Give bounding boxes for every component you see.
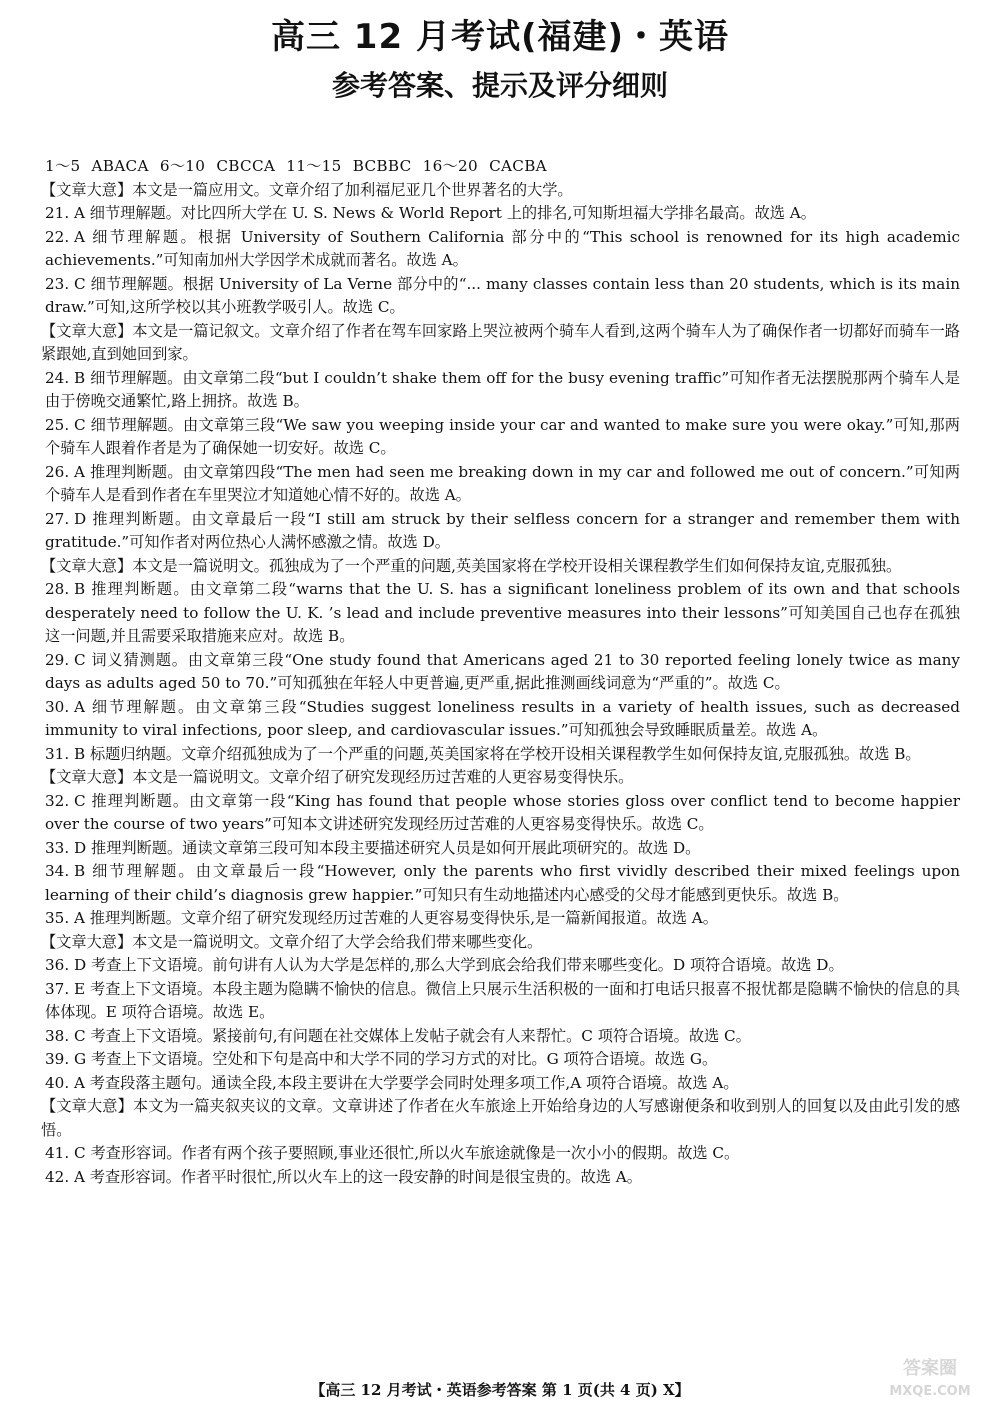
answer-explanation (45, 696, 960, 743)
explanation-text: 细节理解题。由文章最后一段“However, only the parents who first vividly described their mixed feelings upon learning of their child’s diagnosis grew happier.”可知只有生动地描述内心感受的父母才能感到更快乐。故选 B。 (45, 862, 961, 904)
question-number: 30. A (45, 697, 85, 716)
answer-explanation (45, 978, 960, 1025)
page-title: 高三 12 月考试(福建)・英语 (270, 17, 730, 57)
explanation-text: 推理判断题。由文章第二段“warns that the U. S. has a significant loneliness problem of its own and that schools desperately need to follow the U. K. ’s lead and include preventive measures into their lessons”可知美国自己也存在孤独这一问题,并且需要采取措施来应对。故选 B。 (45, 580, 961, 645)
answer-explanation (45, 837, 960, 861)
answer-explanation (45, 1025, 960, 1049)
explanation-text: 推理判断题。通读文章第三段可知本段主要描述研究人员是如何开展此项研究的。故选 D。 (91, 838, 701, 857)
question-number: 28. B (45, 580, 86, 598)
question-number: 21. A (45, 204, 85, 222)
question-number: 31. B (45, 744, 86, 763)
explanation-text: 推理判断题。由文章第一段“King has found that people whose stories gloss over conflict tend to become happier over the course of two years”可知本文讲述研究发现经历过苦难的人更容易变得快乐。故选 C。 (45, 791, 960, 833)
answer-explanation (45, 273, 960, 320)
question-number: 42. A (45, 1167, 85, 1186)
answer-explanation (45, 508, 960, 555)
answer-explanation (45, 1048, 960, 1072)
explanation-text: 细节理解题。对比四所大学在 U. S. News & World Report 上的排名,可知斯坦福大学排名最高。故选 A。 (89, 204, 816, 222)
question-number: 38. C (45, 1026, 86, 1045)
answer-explanation (45, 367, 960, 414)
explanation-text: 标题归纳题。文章介绍孤独成为了一个严重的问题,英美国家将在学校开设相关课程教学生如何保持友谊,克服孤独。故选 B。 (89, 744, 921, 763)
question-number: 25. C (45, 415, 86, 434)
explanation-text: 细节理解题。由文章第三段“We saw you weeping inside your car and wanted to make sure you were okay.”可知,那两个骑车人跟着作者是为了确保她一切安好。故选 C。 (45, 415, 960, 457)
explanation-text: 考查上下文语境。前句讲有人认为大学是怎样的,那么大学到底会给我们带来哪些变化。D 项符合语境。故选 D。 (91, 956, 844, 974)
explanation-text: 考查段落主题句。通读全段,本段主要讲在大学要学会同时处理多项工作,A 项符合语境。故选 A。 (89, 1073, 739, 1092)
question-number: 32. C (45, 791, 86, 810)
question-number: 22. A (45, 227, 85, 246)
question-number: 24. B (45, 368, 86, 387)
article-summary: 【文章大意】本文是一篇应用文。文章介绍了加利福尼亚几个世界著名的大学。 (41, 180, 573, 199)
question-number: 33. D (45, 838, 87, 857)
article-summary: 【文章大意】本文是一篇说明文。文章介绍了研究发现经历过苦难的人更容易变得快乐。 (41, 768, 634, 786)
answer-explanation (45, 743, 960, 767)
question-number: 29. C (45, 650, 86, 669)
question-number: 39. G (45, 1050, 87, 1068)
answer-explanation (45, 1142, 960, 1166)
watermark-text: 答案圈 (903, 1358, 957, 1379)
article-summary: 【文章大意】本文为一篇夹叙夹议的文章。文章讲述了作者在火车旅途上开始给身边的人写感谢便条和收到别人的回复以及由此引发的感悟。 (41, 1097, 960, 1139)
explanation-text: 考查上下文语境。紧接前句,有问题在社交媒体上发帖子就会有人来帮忙。C 项符合语境。故选 C。 (90, 1026, 751, 1045)
explanation-text: 考查形容词。作者平时很忙,所以火车上的这一段安静的时间是很宝贵的。故选 A。 (89, 1167, 642, 1186)
answer-explanation (45, 414, 960, 461)
explanation-text: 推理判断题。文章介绍了研究发现经历过苦难的人更容易变得快乐,是一篇新闻报道。故选 A。 (89, 909, 718, 927)
article-summary: 【文章大意】本文是一篇说明文。文章介绍了大学会给我们带来哪些变化。 (41, 932, 543, 951)
answer-explanation (45, 1166, 960, 1190)
question-number: 35. A (45, 909, 85, 927)
article-summary: 【文章大意】本文是一篇记叙文。文章介绍了作者在驾车回家路上哭泣被两个骑车人看到,这两个骑车人为了确保作者一切都好而骑车一路紧跟她,直到她回到家。 (41, 321, 960, 363)
question-number: 27. D (45, 509, 87, 528)
explanation-text: 细节理解题。根据 University of La Verne 部分中的“... many classes contain less than 20 students, which is its main draw.”可知,这所学校以其小班教学吸引人。故选 C。 (45, 274, 960, 316)
answer-explanation (45, 226, 960, 273)
explanation-text: 词义猜测题。由文章第三段“One study found that Americans aged 21 to 30 reported feeling lonely twice as many days as adults aged 50 to 70.”可知孤独在年轻人中更普遍,更严重,据此推测画线词意为“严重的”。故选 C。 (45, 650, 960, 692)
answer-explanation (45, 578, 960, 649)
explanation-text: 考查上下文语境。空处和下句是高中和大学不同的学习方式的对比。G 项符合语境。故选 G。 (90, 1050, 718, 1068)
answer-explanation (45, 461, 960, 508)
watermark-url: MXQE.COM (889, 1384, 971, 1399)
page-subtitle: 参考答案、提示及评分细则 (331, 69, 668, 102)
question-number: 40. A (45, 1073, 85, 1092)
multiple-choice-answers: 1～5 ABACA 6～10 CBCCA 11～15 BCBBC 16～20 CACBA (45, 157, 547, 175)
watermark-logo (870, 1355, 990, 1415)
question-number: 34. B (45, 862, 86, 880)
explanation-text: 推理判断题。由文章最后一段“I still am struck by their selfless concern for a stranger and remember them with gratitude.”可知作者对两位热心人满怀感激之情。故选 D。 (45, 509, 961, 551)
answer-explanation (45, 860, 960, 907)
explanation-text: 推理判断题。由文章第四段“The men had seen me breaking down in my car and followed me out of concern.”可知两个骑车人是看到作者在车里哭泣才知道她心情不好的。故选 A。 (45, 462, 961, 504)
explanation-text: 考查上下文语境。本段主题为隐瞒不愉快的信息。微信上只展示生活积极的一面和打电话只报喜不报忧都是隐瞒不愉快的信息的具体体现。E 项符合语境。故选 E。 (45, 979, 961, 1021)
answer-explanation (45, 1072, 960, 1096)
answer-content (41, 155, 961, 1189)
question-number: 36. D (45, 956, 87, 974)
answer-explanation (45, 954, 960, 978)
answer-explanation (45, 907, 960, 931)
question-number: 41. C (45, 1144, 86, 1162)
explanation-text: 细节理解题。由文章第二段“but I couldn’t shake them off for the busy evening traffic”可知作者无法摆脱那两个骑车人是由于傍晚交通繁忙,路上拥挤。故选 B。 (45, 368, 960, 410)
explanation-text: 细节理解题。由文章第三段“Studies suggest loneliness results in a variety of health issues, such as decreased immunity to viral infections, poor sleep, and cardiovascular issues.”可知孤独会导致睡眠质量差。故选 A。 (45, 697, 960, 739)
answer-explanation (45, 790, 960, 837)
question-number: 23. C (45, 274, 86, 293)
answer-explanation (45, 202, 960, 226)
page-footer: 【高三 12 月考试・英语参考答案 第 1 页(共 4 页) X】 (310, 1381, 690, 1399)
question-number: 26. A (45, 462, 85, 481)
explanation-text: 考查形容词。作者有两个孩子要照顾,事业还很忙,所以火车旅途就像是一次小小的假期。故选 C。 (90, 1144, 740, 1162)
answer-explanation (45, 649, 960, 696)
answer-items (41, 179, 961, 1190)
explanation-text: 细节理解题。根据 University of Southern California 部分中的“This school is renowned for its high academic achievements.”可知南加州大学因学术成就而著名。故选 A。 (45, 227, 961, 269)
article-summary: 【文章大意】本文是一篇说明文。孤独成为了一个严重的问题,英美国家将在学校开设相关课程教学生们如何保持友谊,克服孤独。 (41, 556, 902, 575)
question-number: 37. E (45, 979, 86, 998)
